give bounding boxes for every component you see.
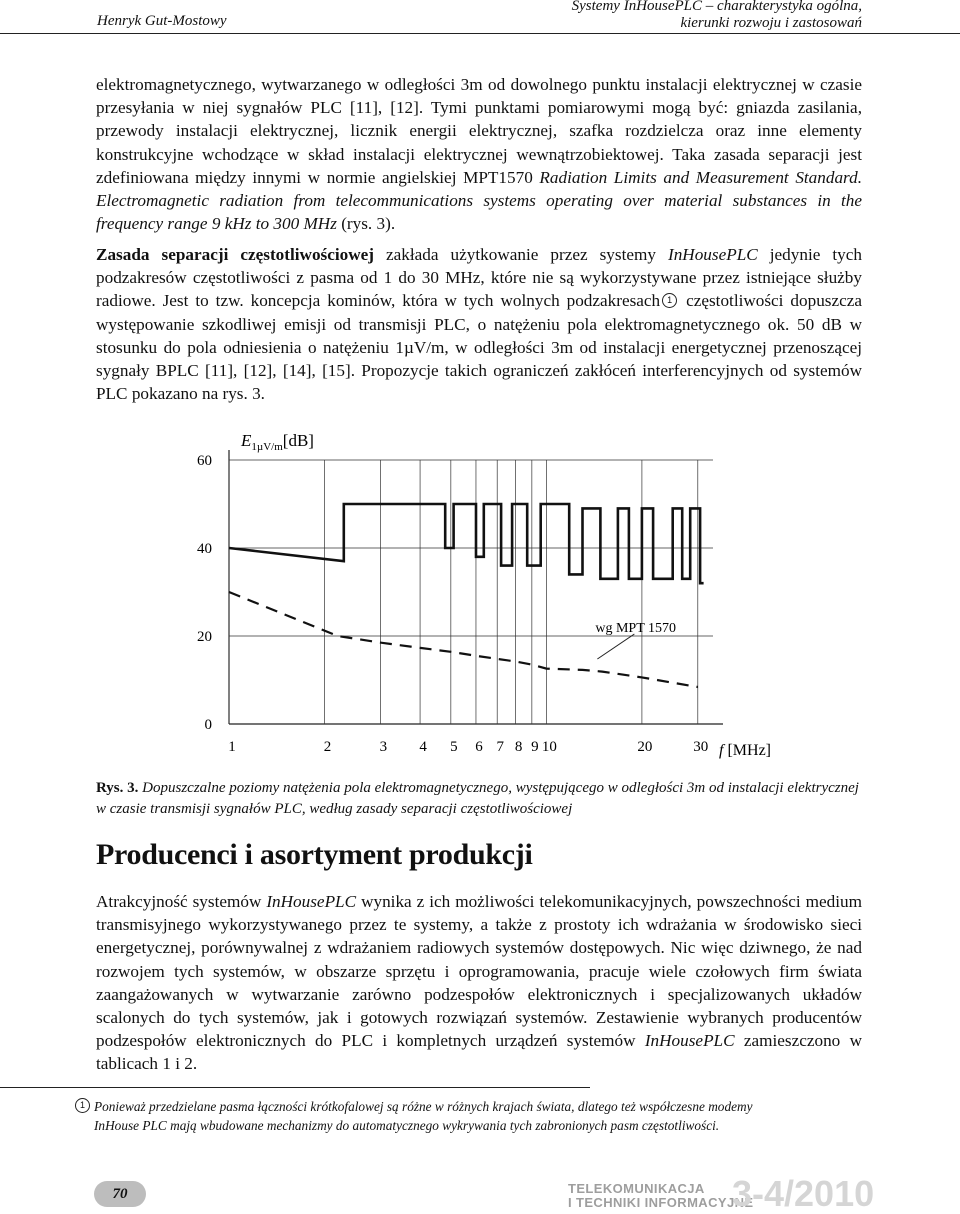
header-title-line1: Systemy InHousePLC – charakterystyka ogólna, <box>571 0 862 14</box>
x-tick-label: 2 <box>323 739 332 755</box>
x-tick-label: 10 <box>541 739 557 755</box>
y-tick-label: 0 <box>204 717 212 733</box>
paragraph-3-italic-a: InHousePLC <box>266 892 357 911</box>
paragraph-2-text-b: jedynie tych podzakresów częstotliwości z pasma od 1 do 30 MHz, które nie są wykorzystywane przez istniejące służby radiowe. Jest to tzw. koncepcja kominów, która w tych wolnych podzakresach <box>96 245 862 311</box>
chart-labels <box>240 431 771 759</box>
paragraph-1-italic: Radiation Limits and Measurement Standard. Electromagnetic radiation from telecommunications systems operating over material substances in the frequency range 9 kHz to 300 MHz <box>96 167 862 234</box>
x-tick-label: 8 <box>514 739 523 755</box>
y-tick-label: 20 <box>197 629 212 645</box>
paragraph-2-text-c: częstotliwości dopuszcza występowanie szkodliwej emisji od transmisji PLC, o natężeniu pola elektromagnetycznego ok. 50 dB w stosunku do pola odniesienia o natężeniu 1µV/m, w odległości 3m od instalacji energetycznej przenoszącej sygnały BPLC [11], [12], [14], [15]. Propozycje takich ograniczeń zakłóceń interferencyjnych od systemów PLC pokazano na rys. 3. <box>96 291 862 404</box>
chart-series <box>229 504 704 687</box>
x-axis-title <box>719 742 771 759</box>
mpt1570-limit-line <box>229 592 698 687</box>
figure-caption-text: Dopuszczalne poziomy natężenia pola elektromagnetycznego, występującego w odległości 3m od instalacji elektrycznej w czasie transmisji sygnałów PLC, według zasady separacji częstotliwościowej <box>96 780 859 817</box>
annotation-label: wg MPT 1570 <box>595 621 677 636</box>
x-axis-symbol: f <box>719 742 728 759</box>
publication-name-line2: I TECHNIKI INFORMACYJNE <box>568 1195 754 1210</box>
header-title-line2: kierunki rozwoju i zastosowań <box>680 15 862 31</box>
y-tick-label: 40 <box>197 541 212 557</box>
footnote <box>75 1097 865 1135</box>
y-axis-unit: [dB] <box>282 431 314 450</box>
publication-name-line1: TELEKOMUNIKACJA <box>568 1181 705 1196</box>
section-heading: Producenci i asortyment produkcji <box>96 838 533 871</box>
paragraph-2-italic: InHousePLC <box>667 245 758 264</box>
footnote-separator <box>0 1087 590 1088</box>
paragraph-3-text-c: zamieszczono w tablicach 1 i 2. <box>96 1031 862 1074</box>
emission-limit-chart <box>0 420 960 770</box>
issue-number: 3-4/2010 <box>732 1173 875 1214</box>
paragraph-3-text-a: Atrakcyjność systemów <box>96 892 267 911</box>
y-tick-label: 60 <box>197 453 212 469</box>
header-author: Henryk Gut-Mostowy <box>97 13 227 29</box>
y-axis-subscript: 1µV/m <box>251 441 283 453</box>
chart-ticks <box>197 453 708 755</box>
footnote-reference-mark[interactable]: 1 <box>662 293 677 308</box>
x-tick-label: 6 <box>475 739 483 755</box>
x-tick-label: 1 <box>228 739 236 755</box>
paragraph-2-bold-term: Zasada separacji częstotliwościowej <box>96 245 374 264</box>
x-tick-label: 9 <box>531 739 539 755</box>
annotation-leader <box>597 634 634 659</box>
header-rule <box>0 33 960 34</box>
frequency-separation-line <box>229 504 704 583</box>
footnote-mark: 1 <box>75 1098 90 1113</box>
chart-grid <box>229 450 723 724</box>
paragraph-2 <box>96 243 862 405</box>
header-title <box>572 0 862 32</box>
paragraph-3-italic-b: InHousePLC <box>644 1031 735 1051</box>
x-tick-label: 4 <box>419 739 427 755</box>
figure-caption-label: Rys. 3. <box>96 780 139 796</box>
x-tick-label: 3 <box>379 739 388 755</box>
y-axis-title <box>240 431 314 453</box>
y-axis-symbol: E <box>241 431 252 450</box>
figure-caption <box>96 778 862 820</box>
paragraph-1-text-b: (rys. 3). <box>336 214 396 234</box>
x-tick-label: 30 <box>693 739 709 755</box>
paragraph-2-text-a: zakłada użytkowanie przez systemy <box>374 245 668 264</box>
x-tick-label: 7 <box>496 739 504 755</box>
page-number-badge: 70 <box>94 1181 146 1207</box>
paragraph-1 <box>96 73 862 235</box>
paragraph-1-text-a: elektromagnetycznego, wytwarzanego w odległości 3m od dowolnego punktu instalacji elektrycznej w czasie przesyłania w niej sygnałów PLC [11], [12]. Tymi punktami pomiarowymi mogą być: gniazda zasilania, przewody instalacji elektrycznej, licznik energii elektrycznej, szafka rozdzielcza oraz inne elementy konstrukcyjne wchodzące w skład instalacji elektrycznej wewnątrzobiektowej. Taka zasada separacji jest zdefiniowana między innymi w normie angielskiej MPT1570 <box>96 75 862 187</box>
paragraph-3-text-b: wynika z ich możliwości telekomunikacyjnych, powszechności medium transmisyjnego wykorzystywanego przez te systemy, a także z prostoty ich wdrażania w środowisko sieci energetycznej, porównywalnej z wdrażaniem radiowych systemów dostępowych. Nic więc dziwnego, że nad rozwojem tych systemów, w obszarze sprzętu i oprogramowania, pracuje wiele czołowych firm świata zaangażowanych w wytwarzanie zarówno podzespołów elektronicznych i specjalizowanych układów scalonych do tych systemów, jak i gotowych rozwiązań systemów. Zestawienie wybranych producentów podzespołów elektronicznych do PLC i kompletnych urządzeń systemów <box>96 892 862 1051</box>
footnote-line1: Ponieważ przedzielane pasma łączności krótkofalowej są różne w różnych krajach świata, dlatego też współczesne modemy <box>94 1099 753 1114</box>
paragraph-3 <box>96 890 862 1076</box>
x-tick-label: 5 <box>450 739 458 755</box>
x-axis-unit: [MHz] <box>727 742 771 759</box>
page-header <box>0 0 960 38</box>
x-tick-label: 20 <box>637 739 653 755</box>
publication-logo <box>568 1182 753 1210</box>
footnote-line2: InHouse PLC mają wbudowane mechanizmy do automatycznego wykrywania tych zabronionych pasm częstotliwości. <box>94 1118 720 1133</box>
